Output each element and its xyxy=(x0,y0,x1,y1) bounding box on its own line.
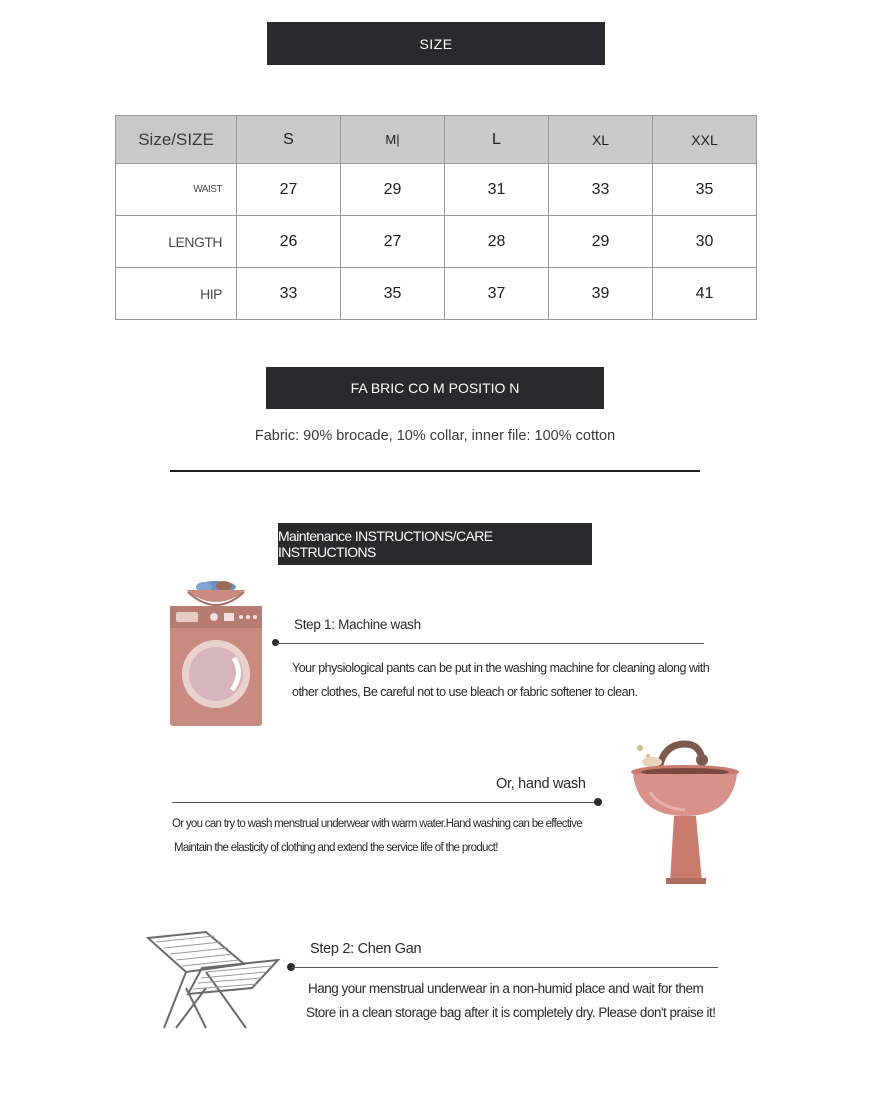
table-cell: 39 xyxy=(549,268,653,320)
table-cell: 37 xyxy=(445,268,549,320)
care-banner xyxy=(278,523,592,565)
table-cell: 26 xyxy=(237,216,341,268)
hand-wash-title: Or, hand wash xyxy=(496,776,586,792)
step2-line-1: Hang your menstrual underwear in a non-humid place and wait for them xyxy=(308,981,704,996)
table-cell: 35 xyxy=(653,164,757,216)
table-cell: 35 xyxy=(341,268,445,320)
section-divider xyxy=(170,470,700,472)
step1-title: Step 1: Machine wash xyxy=(294,617,421,632)
table-cell: 27 xyxy=(237,164,341,216)
care-title: Maintenance INSTRUCTIONS/CARE INSTRUCTIONS xyxy=(278,528,493,560)
step2-line xyxy=(291,967,718,968)
table-cell: 29 xyxy=(549,216,653,268)
table-cell: 27 xyxy=(341,216,445,268)
washing-machine-icon xyxy=(166,578,266,730)
table-cell: 28 xyxy=(445,216,549,268)
table-row-waist xyxy=(116,164,757,216)
drying-rack-icon xyxy=(146,928,282,1032)
header-xl: XL xyxy=(549,116,653,164)
step2-line-2: Store in a clean storage bag after it is completely dry. Please don't praise it! xyxy=(306,1005,716,1020)
step1-line-1: Your physiological pants can be put in the washing machine for cleaning along with xyxy=(292,661,710,675)
hand-wash-line-dot xyxy=(594,798,602,806)
table-cell: 33 xyxy=(237,268,341,320)
header-m: M| xyxy=(341,116,445,164)
header-s: S xyxy=(237,116,341,164)
fabric-title: FA BRIC CO M POSITIO N xyxy=(350,380,520,396)
hand-wash-line-2: Maintain the elasticity of clothing and extend the service life of the product! xyxy=(174,842,498,854)
hand-wash-line-1: Or you can try to wash menstrual underwear with warm water.Hand washing can be effective xyxy=(172,818,582,830)
fabric-composition-text: Fabric: 90% brocade, 10% collar, inner file: 100% cotton xyxy=(254,428,616,444)
size-banner xyxy=(267,22,605,65)
size-title: SIZE xyxy=(419,35,453,52)
table-cell: 41 xyxy=(653,268,757,320)
size-header-row xyxy=(116,116,757,164)
table-cell: 31 xyxy=(445,164,549,216)
step1-line xyxy=(276,643,704,644)
hand-wash-description xyxy=(172,812,582,860)
table-cell: 33 xyxy=(549,164,653,216)
step2-title: Step 2: Chen Gan xyxy=(310,941,422,957)
header-size-label: Size/SIZE xyxy=(116,116,237,164)
table-cell: 30 xyxy=(653,216,757,268)
fabric-banner xyxy=(266,367,604,409)
header-xxl: XXL xyxy=(653,116,757,164)
step1-line-2: other clothes, Be careful not to use bleach or fabric softener to clean. xyxy=(292,685,638,699)
row-label-hip: HIP xyxy=(116,268,237,320)
row-label-length: LENGTH xyxy=(116,216,237,268)
header-l: L xyxy=(445,116,549,164)
table-row-length xyxy=(116,216,757,268)
hand-wash-line xyxy=(172,802,598,803)
row-label-waist: WAIST xyxy=(116,164,237,216)
sink-icon xyxy=(630,736,740,886)
step2-description xyxy=(308,977,716,1025)
table-cell: 29 xyxy=(341,164,445,216)
table-row-hip xyxy=(116,268,757,320)
size-table xyxy=(115,115,757,320)
step1-description xyxy=(292,656,709,704)
